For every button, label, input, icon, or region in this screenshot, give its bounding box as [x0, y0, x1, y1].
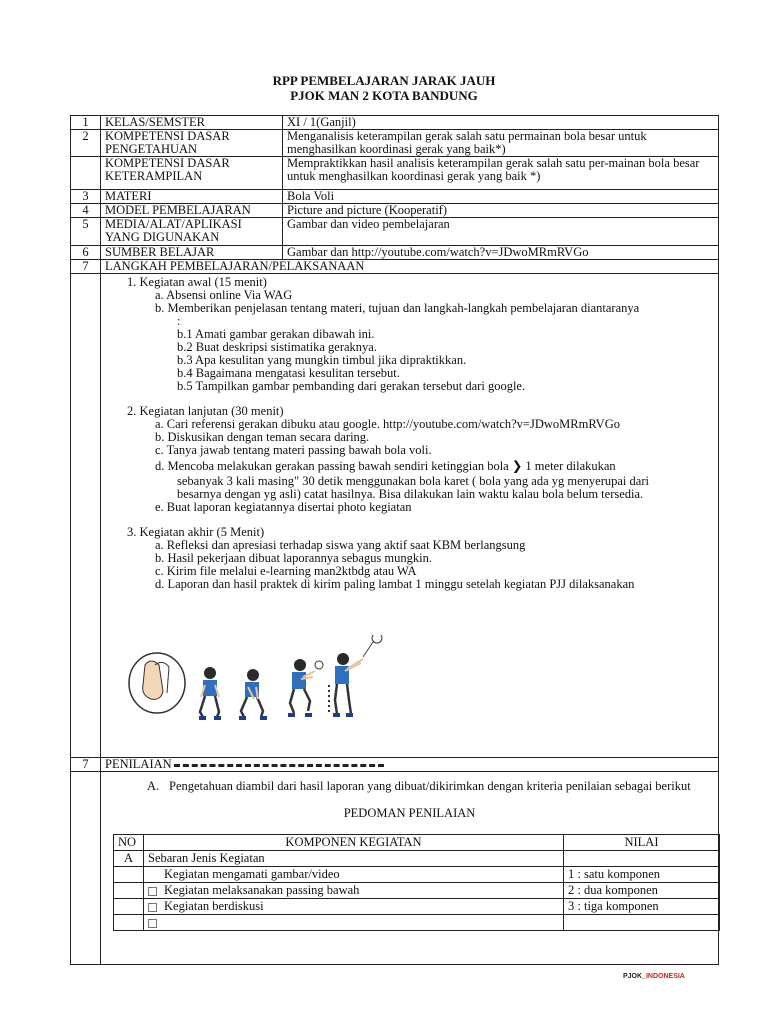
list-marker: A. [147, 779, 160, 793]
row-label: MEDIA/ALAT/APLIKASI YANG DIGUNAKAN [101, 218, 283, 246]
step-1-subitem: b.4 Bagaimana mengatasi kesulitan tersebut. [177, 366, 400, 380]
row-number: 3 [71, 190, 101, 204]
step-1-title: 1. Kegiatan awal (15 menit) [127, 275, 267, 289]
row-label: KELAS/SEMSTER [101, 116, 283, 130]
cell-nilai: 1 : satu komponen [564, 867, 720, 883]
step-1-subitem: b.2 Buat deskripsi sistimatika geraknya. [177, 340, 377, 354]
row-model [71, 204, 719, 218]
cell-komponen: Kegiatan melaksanakan passing bawah [164, 883, 360, 897]
cell-komponen: Kegiatan berdiskusi [164, 899, 264, 913]
row-number: 6 [71, 246, 101, 260]
step-2-item-cont: sebanyak 3 kali masing" 30 detik menggunakan bola karet ( bola yang ada yg menyerupai dari [177, 474, 649, 488]
table-row [114, 867, 720, 883]
cell-no: A [114, 851, 144, 867]
row-label: KOMPETENSI DASAR KETERAMPILAN [101, 157, 283, 190]
row-media [71, 218, 719, 246]
checkbox-icon [148, 919, 157, 928]
row-number: 7 [71, 758, 101, 772]
row-sumber [71, 246, 719, 260]
cell-komponen: Kegiatan mengamati gambar/video [164, 867, 340, 881]
step-2-item: c. Tanya jawab tentang materi passing bawah bola voli. [155, 443, 432, 457]
step-3-title: 3. Kegiatan akhir (5 Menit) [127, 525, 265, 539]
step-1-item: a. Absensi online Via WAG [155, 288, 293, 302]
checkbox-icon [148, 903, 157, 912]
step-2-item: e. Buat laporan kegiatannya disertai photo kegiatan [155, 500, 412, 514]
step-3-item: c. Kirim file melalui e-learning man2ktbdg atau WA [155, 564, 417, 578]
pedoman-heading: PEDOMAN PENILAIAN [343, 806, 476, 820]
step-2-item: d. Mencoba melakukan gerakan passing bawah sendiri ketinggian bola ❯ 1 meter dilakukan [155, 459, 616, 473]
step-1-subitem: b.1 Amati gambar gerakan dibawah ini. [177, 327, 375, 341]
row-value: Gambar dan http://youtube.com/watch?v=JDwoMRmRVGo [283, 246, 719, 260]
penilaian-content [101, 772, 719, 965]
row-value: Gambar dan video pembelajaran [283, 218, 719, 246]
row-number: 1 [71, 116, 101, 130]
row-number: 5 [71, 218, 101, 246]
header-komponen: KOMPONEN KEGIATAN [144, 835, 564, 851]
penilaian-paragraph: Pengetahuan diambil dari hasil laporan yang dibuat/dikirimkan dengan kriteria penilaian sebagai berikut [169, 779, 691, 793]
row-label: SUMBER BELAJAR [101, 246, 283, 260]
step-1-subitem: b.3 Apa kesulitan yang mungkin timbul jika dipraktikkan. [177, 353, 467, 367]
header-nilai: NILAI [564, 835, 720, 851]
row-value: Bola Voli [283, 190, 719, 204]
row-value: Mempraktikkan hasil analisis keterampilan gerak salah satu per-mainan bola besar untuk menghasilkan koordinasi gerak yang baik *) [283, 157, 719, 190]
row-kd-keterampilan [71, 157, 719, 190]
row-number [71, 157, 101, 190]
pedoman-table [113, 834, 720, 931]
rpp-table [70, 115, 719, 965]
row-value: Picture and picture (Kooperatif) [283, 204, 719, 218]
row-penilaian-header [71, 758, 719, 772]
row-value: Menganalisis keterampilan gerak salah satu permainan bola besar untuk menghasilkan koordinasi gerak yang baik*) [283, 130, 719, 157]
row-label: KOMPETENSI DASAR PENGETAHUAN [101, 130, 283, 157]
step-2-item: a. Cari referensi gerakan dibuku atau google. http://youtube.com/watch?v=JDwoMRmRVGo [155, 417, 620, 431]
volleyball-figure-image [125, 635, 425, 745]
cell-nilai: 3 : tiga komponen [564, 899, 720, 915]
row-number: 7 [71, 260, 101, 274]
header-no: NO [114, 835, 144, 851]
table-header-row [114, 835, 720, 851]
step-3-item: d. Laporan dan hasil praktek di kirim paling lambat 1 minggu setelah kegiatan PJJ dilaksanakan [155, 577, 635, 591]
step-2-item-cont: besarnya dengan yg asli) catat hasilnya. Bisa dilakukan lain waktu kalau bola belum tersedia. [177, 487, 644, 501]
section-heading: LANGKAH PEMBELAJARAN/PELAKSANAAN [101, 260, 719, 274]
row-value: XI / 1(Ganjil) [283, 116, 719, 130]
row-langkah-body [71, 274, 719, 758]
step-1-colon: : [177, 314, 181, 328]
row-label: MATERI [101, 190, 283, 204]
step-1-subitem: b.5 Tampilkan gambar pembanding dari gerakan tersebut dari google. [177, 379, 526, 393]
footer-label [623, 973, 685, 980]
cell-komponen: Sebaran Jenis Kegiatan [144, 851, 564, 867]
row-kelas [71, 116, 719, 130]
step-2-item: b. Diskusikan dengan teman secara daring. [155, 430, 370, 444]
dashed-rule [174, 764, 384, 767]
footer-text: PJOK_ [623, 973, 646, 980]
step-1-item: b. Memberikan penjelasan tentang materi, tujuan dan langkah-langkah pembelajaran diantaranya [155, 301, 640, 315]
step-2-title: 2. Kegiatan lanjutan (30 menit) [127, 404, 284, 418]
table-row [114, 899, 720, 915]
row-materi [71, 190, 719, 204]
table-row [114, 883, 720, 899]
langkah-content [101, 274, 719, 758]
section-heading: PENILAIAN [105, 757, 172, 771]
step-3-item: a. Refleksi dan apresiasi terhadap siswa yang aktif saat KBM berlangsung [155, 538, 526, 552]
row-kd-pengetahuan [71, 130, 719, 157]
row-langkah-header [71, 260, 719, 274]
checkbox-icon [148, 887, 157, 896]
step-3-item: b. Hasil pekerjaan dibuat laporannya sebagus mungkin. [155, 551, 433, 565]
footer-text-red: INDONESIA [645, 973, 685, 980]
document-title: RPP PEMBELAJARAN JARAK JAUH [272, 73, 496, 88]
table-row [114, 915, 720, 931]
passing-illustration [107, 635, 712, 745]
row-number: 2 [71, 130, 101, 157]
table-row [114, 851, 720, 867]
row-penilaian-body [71, 772, 719, 965]
document-subtitle: PJOK MAN 2 KOTA BANDUNG [290, 88, 478, 103]
cell-nilai: 2 : dua komponen [564, 883, 720, 899]
row-number: 4 [71, 204, 101, 218]
row-label: MODEL PEMBELAJARAN [101, 204, 283, 218]
